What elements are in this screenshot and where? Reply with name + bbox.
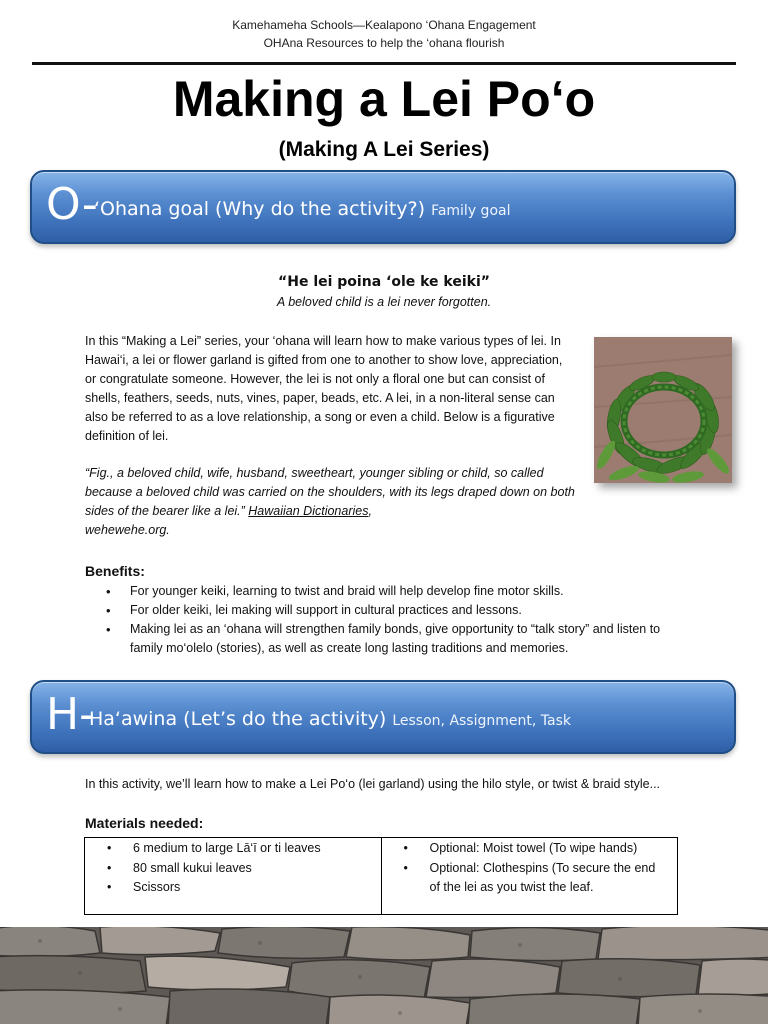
banner-letter-o: O- (46, 179, 98, 230)
benefit-item: • Making lei as an ‘ohana will strengthen family bonds, give opportunity to “talk story” and listen to family mo‘olelo (stories), as well as create long lasting traditions and memories. (106, 620, 686, 658)
benefits-list (106, 582, 686, 658)
intro-paragraph (85, 332, 575, 446)
ohana-goal-title (94, 198, 510, 220)
materials-column-left (85, 838, 381, 914)
hawaiian-proverb: “He lei poina ‘ole ke keiki” (278, 274, 490, 290)
benefit-item: • For younger keiki, learning to twist and braid will help develop fine motor skills. (106, 582, 686, 601)
page-title: Making a Lei Po‘o (172, 71, 596, 127)
haawina-title-text: Ha‘awina (Let’s do the activity) (89, 708, 387, 730)
haawina-subtitle: Lesson, Assignment, Task (392, 713, 571, 729)
banner-letter-h: H- (46, 689, 95, 740)
haawina-banner (30, 680, 736, 754)
haawina-title (89, 708, 571, 730)
fig-definition-text: “Fig., a beloved child, wife, husband, sweetheart, younger sibling or child, so called because a beloved child was carried on the shoulders, with its legs draped down on both sides of the bearer like a lei.” (85, 466, 575, 518)
hawaiian-dictionaries-link[interactable]: Hawaiian Dictionaries (248, 504, 369, 518)
material-item: • Optional: Moist towel (To wipe hands) (404, 839, 670, 859)
proverb-translation: A beloved child is a lei never forgotten. (276, 295, 492, 309)
materials-column-right (381, 838, 678, 914)
lei-poo-photo (594, 337, 732, 483)
activity-intro: In this activity, we’ll learn how to make a Lei Po‘o (lei garland) using the hilo style, or twist & braid style... (85, 777, 661, 791)
lei-wreath-image (594, 337, 732, 483)
benefits-heading: Benefits: (85, 563, 145, 579)
materials-table (84, 837, 678, 915)
header-line-1: Kamehameha Schools—Kealapono ‘Ohana Engagement (232, 18, 536, 32)
stone-wall-graphic (0, 927, 768, 1024)
ohana-goal-banner (30, 170, 736, 244)
material-item: • 80 small kukui leaves (107, 859, 373, 879)
material-item: • 6 medium to large Lā‘ī or ti leaves (107, 839, 373, 859)
material-item: • Optional: Clothespins (To secure the end of the lei as you twist the leaf. (404, 859, 670, 898)
fig-source: wehewehe.org. (85, 523, 170, 537)
fig-link-comma: , (368, 504, 372, 518)
ohana-goal-subtitle: Family goal (431, 203, 511, 219)
benefit-item: • For older keiki, lei making will support in cultural practices and lessons. (106, 601, 686, 620)
stone-wall-footer-image (0, 927, 768, 1024)
header-rule (32, 62, 736, 65)
header-line-2: OHAna Resources to help the ‘ohana flourish (263, 36, 505, 50)
intro-text: In this “Making a Lei” series, your ‘ohana will learn how to make various types of lei. In Hawai‘i, a lei or flower garland is gifted from one to another to show love, appreciation, or congratulate someone. However, the lei is not only a floral one but can consist of shells, feathers, seeds, nuts, vines, paper, beads, etc. A lei, in a non-literal sense can also be referred to as a love relationship, a song or even a child. Below is a figurative definition of lei. (85, 334, 563, 443)
materials-heading: Materials needed: (85, 815, 204, 831)
material-item: • Scissors (107, 878, 373, 898)
page-subtitle: (Making A Lei Series) (278, 138, 490, 161)
figurative-definition (85, 464, 575, 540)
ohana-goal-title-text: ‘Ohana goal (Why do the activity?) (94, 198, 426, 220)
